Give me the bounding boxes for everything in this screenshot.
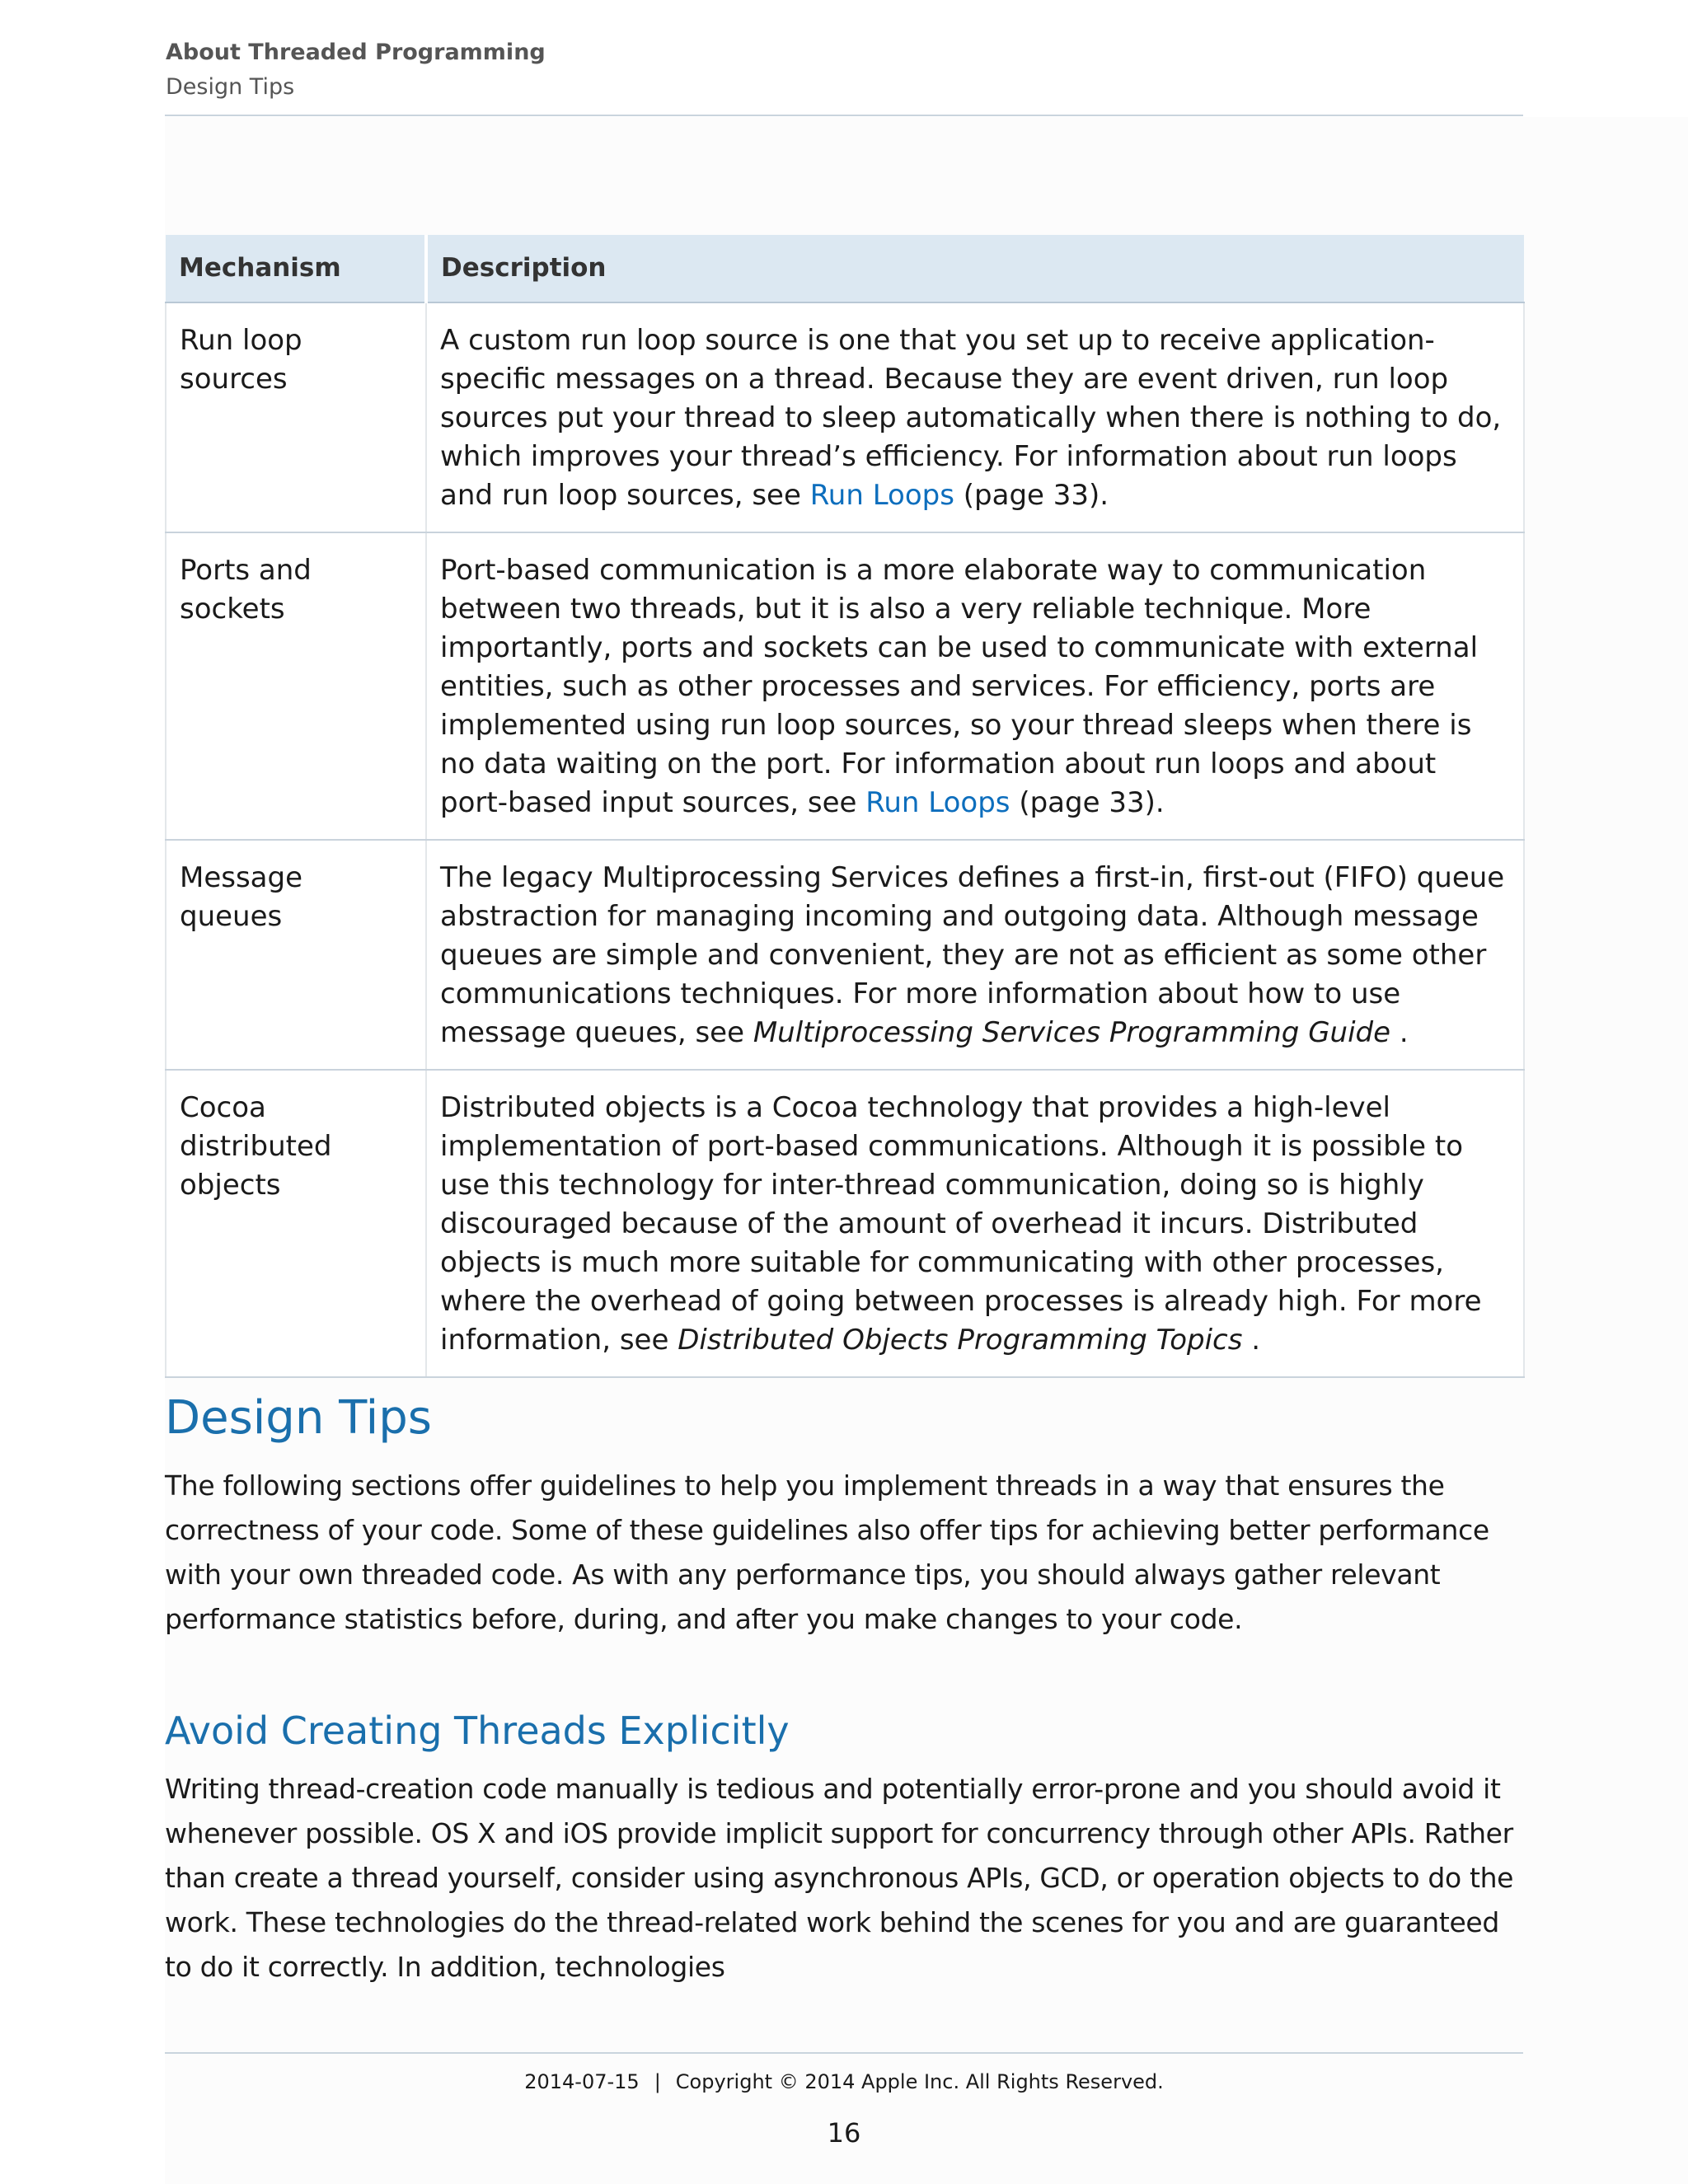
avoid-threads-heading: Avoid Creating Threads Explicitly bbox=[165, 1708, 790, 1753]
description-cell bbox=[426, 840, 1524, 1070]
description-text: (page 33). bbox=[1010, 786, 1165, 819]
description-text: Port-based communication is a more elaborate way to communication between two threads, but it is also a very reliable technique. More importantly, ports and sockets can be used to communicate with external entities, such as other processes and services. For efficiency, ports are implemented using run loop sources, so your thread sleeps when there is no data waiting on the port. For information about run loops and about port-based input sources, see bbox=[440, 554, 1479, 819]
column-header-description: Description bbox=[426, 235, 1524, 302]
table-row bbox=[166, 532, 1524, 840]
table-header-row bbox=[166, 235, 1524, 302]
section-title: Design Tips bbox=[166, 74, 295, 100]
table-row bbox=[166, 302, 1524, 532]
description-text: A custom run loop source is one that you set up to receive application-specific messages on a thread. Because they are event driven, run loop sources put your thread to sleep automatically when there is nothing to do, which improves your thread’s efficiency. For information about run loops and run loop sources, see bbox=[440, 324, 1502, 512]
footer-separator: | bbox=[654, 2070, 661, 2093]
description-text: . bbox=[1242, 1324, 1261, 1357]
description-text: . bbox=[1390, 1016, 1409, 1049]
run-loops-link[interactable]: Run Loops bbox=[809, 479, 954, 512]
footer-divider bbox=[165, 2052, 1523, 2054]
description-cell bbox=[426, 532, 1524, 840]
design-tips-intro-paragraph: The following sections offer guidelines to help you implement threads in a way that ensures the correctness of your code. Some of these guidelines also offer tips for achieving better performance with your own threaded code. As with any performance tips, you should always gather relevant performance statistics before, during, and after you make changes to your code. bbox=[165, 1469, 1489, 1635]
table-row bbox=[166, 1070, 1524, 1377]
book-title-reference: Multiprocessing Services Programming Guide bbox=[753, 1016, 1391, 1049]
description-text: (page 33). bbox=[954, 479, 1109, 512]
mechanism-cell: Cocoa distributed objects bbox=[166, 1070, 426, 1377]
book-title-reference: Distributed Objects Programming Topics bbox=[678, 1324, 1243, 1357]
header-divider bbox=[165, 115, 1523, 116]
footer-copyright: Copyright © 2014 Apple Inc. All Rights Reserved. bbox=[675, 2070, 1164, 2093]
description-text: The legacy Multiprocessing Services defines a first-in, first-out (FIFO) queue abstraction for managing incoming and outgoing data. Although message queues are simple and convenient, they are not as efficient as some other communications techniques. For more information about how to use message queues, see bbox=[440, 861, 1505, 1049]
mechanism-table bbox=[165, 235, 1525, 1378]
description-cell bbox=[426, 1070, 1524, 1377]
table-row bbox=[166, 840, 1524, 1070]
mechanism-cell: Message queues bbox=[166, 840, 426, 1070]
column-header-mechanism: Mechanism bbox=[166, 235, 426, 302]
running-header bbox=[166, 36, 1524, 104]
mechanism-cell: Run loop sources bbox=[166, 302, 426, 532]
mechanism-cell: Ports and sockets bbox=[166, 532, 426, 840]
footer bbox=[0, 2067, 1688, 2097]
description-text: Distributed objects is a Cocoa technology that provides a high-level implementation of port-based communications. Although it is possible to use this technology for inter-thread communication, doing so is highly discouraged because of the amount of overhead it incurs. Distributed objects is much more suitable for communicating with other processes, where the overhead of going between processes is already high. For more information, see bbox=[440, 1091, 1482, 1357]
avoid-threads-paragraph: Writing thread-creation code manually is tedious and potentially error-prone and you should avoid it whenever possible. OS X and iOS provide implicit support for concurrency through other APIs. Rather than create a thread yourself, consider using asynchronous APIs, GCD, or operation objects to do the work. These technologies do the thread-related work behind the scenes for you and are guaranteed to do it correctly. In addition, technologies bbox=[165, 1773, 1514, 1983]
page-number: 16 bbox=[827, 2117, 861, 2149]
description-cell bbox=[426, 302, 1524, 532]
design-tips-heading: Design Tips bbox=[165, 1391, 432, 1445]
footer-date: 2014-07-15 bbox=[524, 2070, 640, 2093]
run-loops-link[interactable]: Run Loops bbox=[865, 786, 1010, 819]
chapter-title: About Threaded Programming bbox=[166, 40, 546, 65]
